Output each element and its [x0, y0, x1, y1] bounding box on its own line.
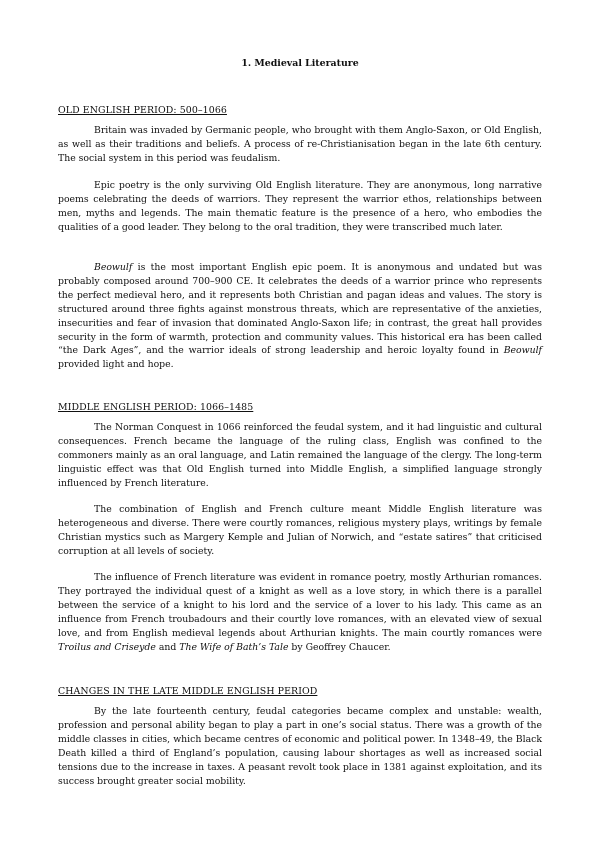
italic-title: The Wife of Bath’s Tale [179, 641, 289, 653]
italic-title: Beowulf [503, 345, 542, 357]
paragraph-courtly-romances [58, 571, 542, 654]
italic-title: Beowulf [94, 262, 133, 273]
paragraph-beowulf [58, 261, 542, 372]
paragraph: The Norman Conquest in 1066 reinforced the feudal system, and it had linguistic and cultural consequences. French became the language of the ruling class, English was confined to the commoners mainly as an oral language, and Latin remained the language of the clergy. The long-term linguistic effect was that Old English turned into Middle English, a simplified language strongly influenced by French literature. [58, 422, 542, 489]
paragraph-text: and [155, 641, 180, 653]
section-heading-late-middle-english: CHANGES IN THE LATE MIDDLE ENGLISH PERIOD [58, 686, 318, 697]
section-heading-old-english: OLD ENGLISH PERIOD: 500–1066 [58, 105, 227, 116]
italic-title: Troilus and Criseyde [58, 641, 156, 653]
paragraph: The combination of English and French culture meant Middle English literature was heterogeneous and diverse. There were courtly romances, religious mystery plays, writings by female Christian mystics such as Margery Kemple and Julian of Norwich, and “estate satires” that criticised corruption at all levels of society. [58, 504, 542, 557]
paragraph-text: The influence of French literature was evident in romance poetry, mostly Arthurian romances. They portrayed the individual quest of a knight as well as a love story, in which there is a parallel between the service of a knight to his lord and the service of a lover to his lady. This came as an influence from French troubadours and their courtly love romances, with an elevated view of sexual love, and from English medieval legends about Arthurian knights. The main courtly romances were [58, 572, 542, 639]
paragraph: Britain was invaded by Germanic people, who brought with them Anglo-Saxon, or Old English, as well as their traditions and beliefs. A process of re-Christianisation began in the late 6th century. The social system in this period was feudalism. [58, 125, 542, 164]
paragraph-text: is the most important English epic poem. It is anonymous and undated but was probably composed around 700–900 CE. It celebrates the deeds of a warrior prince who represents the perfect medieval hero, and it represents both Christian and pagan ideas and values. The story is structured around three fights against monstrous threats, which are representative of the anxieties, insecurities and fear of invasion that dominated Anglo-Saxon life; in contrast, the great hall provides security in the form of warmth, protection and community values. This historical era has been called “the Dark Ages”, and the warrior ideals of strong leadership and heroic loyalty found in [58, 262, 542, 357]
paragraph-text: provided light and hope. [58, 359, 174, 371]
paragraph-text: by Geoffrey Chaucer. [288, 641, 391, 653]
paragraph: By the late fourteenth century, feudal categories became complex and unstable: wealth, profession and personal ability began to play a part in one’s social status. There was a growth of the middle classes in cities, which became centres of economic and political power. In 1348–49, the Black Death killed a third of England’s population, causing labour shortages as well as increased social tensions due to the increase in taxes. A peasant revolt took place in 1381 against exploitation, and its success brought greater social mobility. [58, 706, 542, 787]
section-heading-middle-english: MIDDLE ENGLISH PERIOD: 1066–1485 [58, 402, 254, 413]
paragraph: Epic poetry is the only surviving Old English literature. They are anonymous, long narrative poems celebrating the deeds of warriors. They represent the warrior ethos, relationships between men, myths and legends. The main thematic feature is the presence of a hero, who embodies the qualities of a good leader. They belong to the oral tradition, they were transcribed much later. [58, 180, 542, 233]
page-title: 1. Medieval Literature [241, 58, 359, 69]
